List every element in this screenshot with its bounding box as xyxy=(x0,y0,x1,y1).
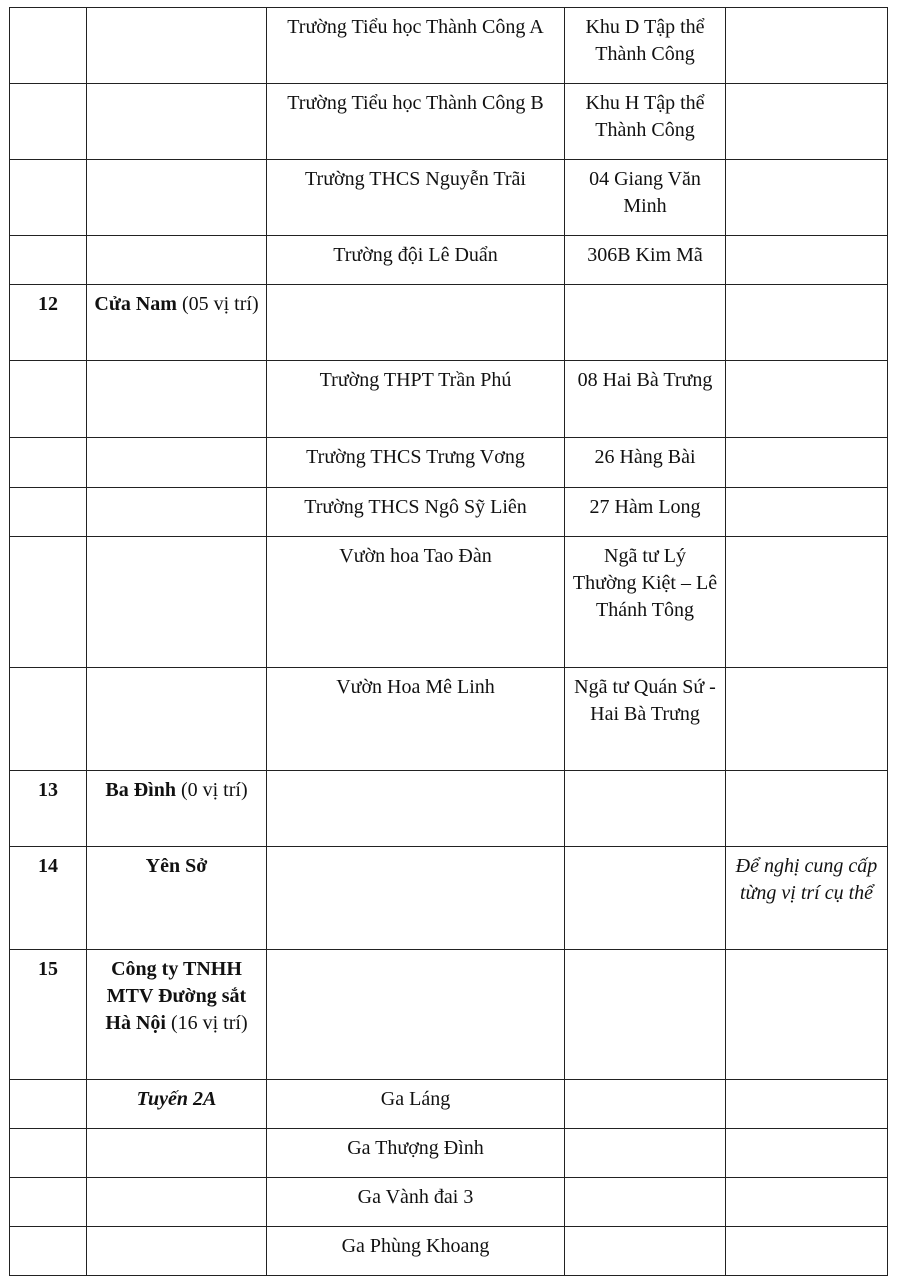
location-cell: Trường Tiểu học Thành Công A xyxy=(267,8,565,84)
stt-cell xyxy=(10,84,87,160)
table-row xyxy=(10,1178,888,1227)
unit-cell: Tuyến 2A xyxy=(87,1080,267,1129)
stt-cell xyxy=(10,160,87,236)
address-cell: 27 Hàm Long xyxy=(565,488,726,537)
stt-cell xyxy=(10,8,87,84)
table-row xyxy=(10,1227,888,1276)
stt-cell: 14 xyxy=(10,847,87,950)
address-cell: 306B Kim Mã xyxy=(565,236,726,285)
unit-cell xyxy=(87,160,267,236)
location-cell: Trường THCS Ngô Sỹ Liên xyxy=(267,488,565,537)
address-cell xyxy=(565,285,726,361)
address-cell xyxy=(565,1178,726,1227)
unit-cell xyxy=(87,771,267,847)
table-row xyxy=(10,438,888,488)
stt-cell xyxy=(10,1227,87,1276)
note-cell xyxy=(726,285,888,361)
table-row xyxy=(10,847,888,950)
stt-cell xyxy=(10,1178,87,1227)
note-cell xyxy=(726,361,888,438)
stt-cell xyxy=(10,236,87,285)
table-row xyxy=(10,1129,888,1178)
location-cell: Ga Láng xyxy=(267,1080,565,1129)
note-cell xyxy=(726,84,888,160)
unit-cell xyxy=(87,1178,267,1227)
address-cell: 26 Hàng Bài xyxy=(565,438,726,488)
address-cell: Ngã tư Lý Thường Kiệt – Lê Thánh Tông xyxy=(565,537,726,668)
table-row xyxy=(10,285,888,361)
note-cell xyxy=(726,950,888,1080)
stt-cell xyxy=(10,1129,87,1178)
stt-cell: 15 xyxy=(10,950,87,1080)
location-cell: Trường Tiểu học Thành Công B xyxy=(267,84,565,160)
stt-cell: 12 xyxy=(10,285,87,361)
address-cell: 08 Hai Bà Trưng xyxy=(565,361,726,438)
unit-count: (16 vị trí) xyxy=(165,1012,248,1034)
unit-cell xyxy=(87,438,267,488)
table-row xyxy=(10,236,888,285)
stt-cell xyxy=(10,361,87,438)
location-cell xyxy=(267,847,565,950)
address-cell xyxy=(565,1129,726,1178)
unit-cell xyxy=(87,285,267,361)
note-cell xyxy=(726,1178,888,1227)
table-row xyxy=(10,537,888,668)
note-cell: Để nghị cung cấp từng vị trí cụ thể xyxy=(726,847,888,950)
address-cell xyxy=(565,847,726,950)
note-cell xyxy=(726,1227,888,1276)
unit-name: Cửa Nam xyxy=(94,293,177,315)
note-cell xyxy=(726,668,888,771)
note-cell xyxy=(726,771,888,847)
location-cell: Trường đội Lê Duẩn xyxy=(267,236,565,285)
unit-cell xyxy=(87,1129,267,1178)
note-cell xyxy=(726,160,888,236)
unit-name: Ba Đình xyxy=(105,779,176,801)
stt-cell xyxy=(10,537,87,668)
note-cell xyxy=(726,1080,888,1129)
table-row xyxy=(10,668,888,771)
location-cell: Ga Vành đai 3 xyxy=(267,1178,565,1227)
location-cell xyxy=(267,285,565,361)
address-cell xyxy=(565,771,726,847)
unit-cell xyxy=(87,668,267,771)
unit-cell xyxy=(87,488,267,537)
location-cell: Trường THPT Trần Phú xyxy=(267,361,565,438)
table-row xyxy=(10,84,888,160)
stt-cell xyxy=(10,668,87,771)
stt-cell: 13 xyxy=(10,771,87,847)
unit-cell xyxy=(87,950,267,1080)
table-row xyxy=(10,361,888,438)
note-cell xyxy=(726,236,888,285)
table-row xyxy=(10,950,888,1080)
unit-cell xyxy=(87,236,267,285)
unit-cell xyxy=(87,361,267,438)
location-cell: Vườn hoa Tao Đàn xyxy=(267,537,565,668)
stt-cell xyxy=(10,1080,87,1129)
note-cell xyxy=(726,438,888,488)
locations-table xyxy=(9,7,888,1276)
table-row xyxy=(10,771,888,847)
unit-count: (0 vị trí) xyxy=(175,779,248,801)
unit-cell: Yên Sở xyxy=(87,847,267,950)
unit-cell xyxy=(87,537,267,668)
address-cell: 04 Giang Văn Minh xyxy=(565,160,726,236)
table-row xyxy=(10,1080,888,1129)
location-cell: Ga Thượng Đình xyxy=(267,1129,565,1178)
table-row xyxy=(10,488,888,537)
address-cell: Ngã tư Quán Sứ - Hai Bà Trưng xyxy=(565,668,726,771)
address-cell xyxy=(565,1227,726,1276)
location-cell: Trường THCS Nguyễn Trãi xyxy=(267,160,565,236)
note-cell xyxy=(726,488,888,537)
note-cell xyxy=(726,537,888,668)
address-cell xyxy=(565,950,726,1080)
location-cell: Ga Phùng Khoang xyxy=(267,1227,565,1276)
table-row xyxy=(10,160,888,236)
unit-name: Công ty TNHH MTV Đường sắt Hà Nội xyxy=(105,958,247,1034)
note-cell xyxy=(726,8,888,84)
address-cell xyxy=(565,1080,726,1129)
location-cell xyxy=(267,771,565,847)
unit-count: (05 vị trí) xyxy=(176,293,259,315)
unit-cell xyxy=(87,1227,267,1276)
address-cell: Khu H Tập thể Thành Công xyxy=(565,84,726,160)
location-cell: Trường THCS Trưng Vơng xyxy=(267,438,565,488)
location-cell xyxy=(267,950,565,1080)
location-cell: Vườn Hoa Mê Linh xyxy=(267,668,565,771)
unit-cell xyxy=(87,84,267,160)
note-cell xyxy=(726,1129,888,1178)
table-row xyxy=(10,8,888,84)
unit-cell xyxy=(87,8,267,84)
stt-cell xyxy=(10,438,87,488)
stt-cell xyxy=(10,488,87,537)
address-cell: Khu D Tập thể Thành Công xyxy=(565,8,726,84)
